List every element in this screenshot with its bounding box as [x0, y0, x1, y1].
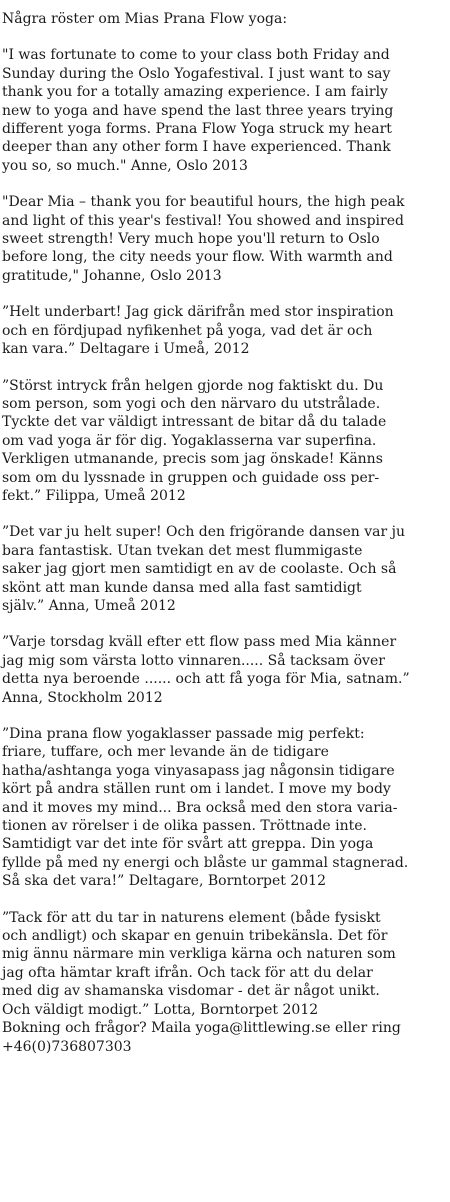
- testimonial-anne-oslo: "I was fortunate to come to your class both Friday and Sunday during the Oslo Yogafestival. I just want to say thank you for a totally amazing experience. I am fairly new to yoga and have spend the last three years trying different yoga forms. Prana Flow Yoga struck my heart deeper than any other form I have experienced. Thank you so, so much." Anne, Oslo 2013: [2, 47, 394, 174]
- testimonial-anna-stockholm: ”Varje torsdag kväll efter ett flow pass med Mia känner jag mig som värsta lotto vinnaren..... Så tacksam över detta nya beroende ...... och att få yoga för Mia, satnam.” Anna, Stockholm 2012: [2, 634, 410, 706]
- testimonial-deltagare-umea: ”Helt underbart! Jag gick därifrån med stor inspiration och en fördjupad nyfikenhet på yoga, vad det är och kan vara.” Deltagare i Umeå, 2012: [2, 304, 394, 358]
- testimonial-filippa-umea: ”Störst intryck från helgen gjorde nog faktiskt du. Du som person, som yogi och den närvaro du utstrålade. Tyckte det var väldigt intressant de bitar då du talade om vad yoga är för dig. Yogaklasserna var superfina. Verkligen utmanande, precis som jag önskade! Känns som om du lyssnade in gruppen och guidade oss per- fekt.” Filippa, Umeå 2012: [2, 377, 387, 504]
- page-heading: Några röster om Mias Prana Flow yoga:: [2, 11, 288, 27]
- contact-info: Bokning och frågor? Maila yoga@littlewing.se eller ring +46(0)736807303: [2, 1020, 401, 1055]
- testimonial-lotta-borntorpet: ”Tack för att du tar in naturens element (både fysiskt och andligt) och skapar en genuin tribekänsla. Det för mig ännu närmare min verkliga kärna och naturen som jag ofta hämtar kraft ifrån. Och tack för att du delar med dig av shamanska visdomar - det är något unikt. Och väldigt modigt.” Lotta, Borntorpet 2012: [2, 909, 396, 1018]
- testimonial-johanne-oslo: "Dear Mia – thank you for beautiful hours, the high peak and light of this year's festival! You showed and inspired sweet strength! Very much hope you'll return to Oslo before long, the city needs your flow. With warmth and gratitude," Johanne, Oslo 2013: [2, 194, 405, 284]
- testimonial-deltagare-borntorpet: ”Dina prana flow yogaklasser passade mig perfekt: friare, tuffare, och mer levande än de tidigare hatha/ashtanga yoga vinyasapass jag någonsin tidigare kört på andra ställen runt om i landet. I move my body and it moves my mind... Bra också med den stora varia- tionen av rörelser i de olika passen. Tröttnade inte. Samtidigt var det inte för svårt att greppa. Din yoga fyllde på med ny energi och blåste ur gammal stagnerad. Så ska det vara!” Deltagare, Borntorpet 2012: [2, 726, 409, 890]
- testimonial-anna-umea: ”Det var ju helt super! Och den frigörande dansen var ju bara fantastisk. Utan tvekan det mest flummigaste saker jag gjort men samtidigt en av de coolaste. Och så skönt att man kunde dansa med alla fast samtidigt själv.” Anna, Umeå 2012: [2, 524, 406, 614]
